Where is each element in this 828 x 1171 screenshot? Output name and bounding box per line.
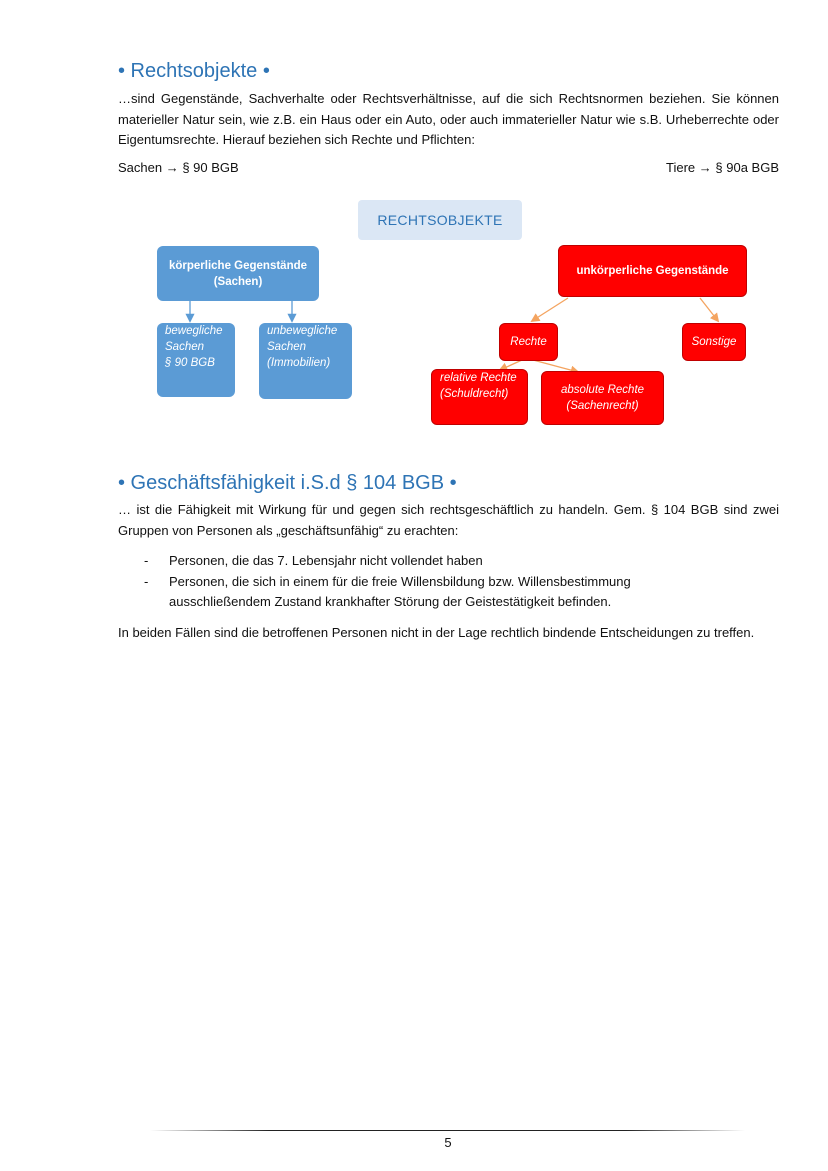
absolute-line-2: (Sachenrecht)	[566, 400, 639, 412]
section-heading-geschaeftsfaehigkeit: • Geschäftsfähigkeit i.S.d § 104 BGB •	[118, 472, 457, 494]
bewegliche-sachen-box	[157, 323, 235, 397]
unbewegliche-line-1: unbewegliche	[267, 325, 338, 337]
rechtsobjekte-paragraph: …sind Gegenstände, Sachverhalte oder Rechtsverhältnisse, auf die sich Rechtsnormen beziehen. Sie können materieller Natur sein, wie z.B. ein Haus oder ein Auto, oder auch immaterieller Natur wie s.B. Urheberrechte oder Eigentumsrechte. Hierauf beziehen sich Rechte und Pflichten:	[118, 91, 779, 147]
list-dash: -	[144, 573, 149, 589]
closing-paragraph: In beiden Fällen sind die betroffenen Personen nicht in der Lage rechtlich bindende Entscheidungen zu treffen.	[118, 625, 755, 640]
tiere-reference: Tiere → § 90a BGB	[666, 160, 779, 175]
arrow-to-rechte	[532, 298, 568, 321]
relative-line-1: relative Rechte	[440, 372, 517, 384]
sachen-reference: Sachen → § 90 BGB	[118, 160, 239, 175]
bewegliche-line-3: § 90 BGB	[165, 357, 215, 369]
geschaeftsunfaehig-list	[144, 551, 689, 613]
arrow-to-sonstige	[700, 298, 718, 321]
unbewegliche-sachen-box	[259, 323, 352, 399]
relative-line-2: (Schuldrecht)	[440, 388, 509, 400]
geschaeftsfaehigkeit-paragraph: … ist die Fähigkeit mit Wirkung für und gegen sich rechtsgeschäftlich zu handeln. Gem. § 104 BGB sind zwei Gruppen von Personen als „geschäftsunfähig“ zu erachten:	[118, 502, 779, 538]
diagram-title: RECHTSOBJEKTE	[358, 200, 522, 240]
unkoerperliche-gegenstaende-box: unkörperliche Gegenstände	[558, 245, 747, 297]
list-item	[144, 551, 689, 572]
relative-rechte-box	[431, 369, 528, 425]
bewegliche-line-1: bewegliche	[165, 325, 223, 337]
list-item	[144, 572, 689, 613]
bewegliche-line-2: Sachen	[165, 341, 205, 353]
list-dash: -	[144, 553, 149, 568]
sonstige-box: Sonstige	[682, 323, 746, 361]
koerperliche-gegenstaende-box: körperliche Gegenstände (Sachen)	[157, 246, 319, 301]
list-item-text: Personen, die sich in einem für die freie Willensbildung bzw. Willensbestimmung ausschließendem Zustand krankhafter Störung der Geistestätigkeit befinden.	[169, 573, 631, 609]
rechte-box: Rechte	[499, 323, 558, 361]
section-heading-rechtsobjekte: • Rechtsobjekte •	[118, 60, 270, 82]
unbewegliche-line-3: (Immobilien)	[267, 357, 331, 369]
absolute-rechte-box	[541, 371, 664, 425]
footer-divider	[150, 1130, 745, 1131]
absolute-line-1: absolute Rechte	[560, 384, 645, 396]
unbewegliche-line-2: Sachen	[267, 341, 307, 353]
list-item-text: Personen, die das 7. Lebensjahr nicht vollendet haben	[169, 553, 483, 568]
page-number: 5	[444, 1135, 452, 1150]
